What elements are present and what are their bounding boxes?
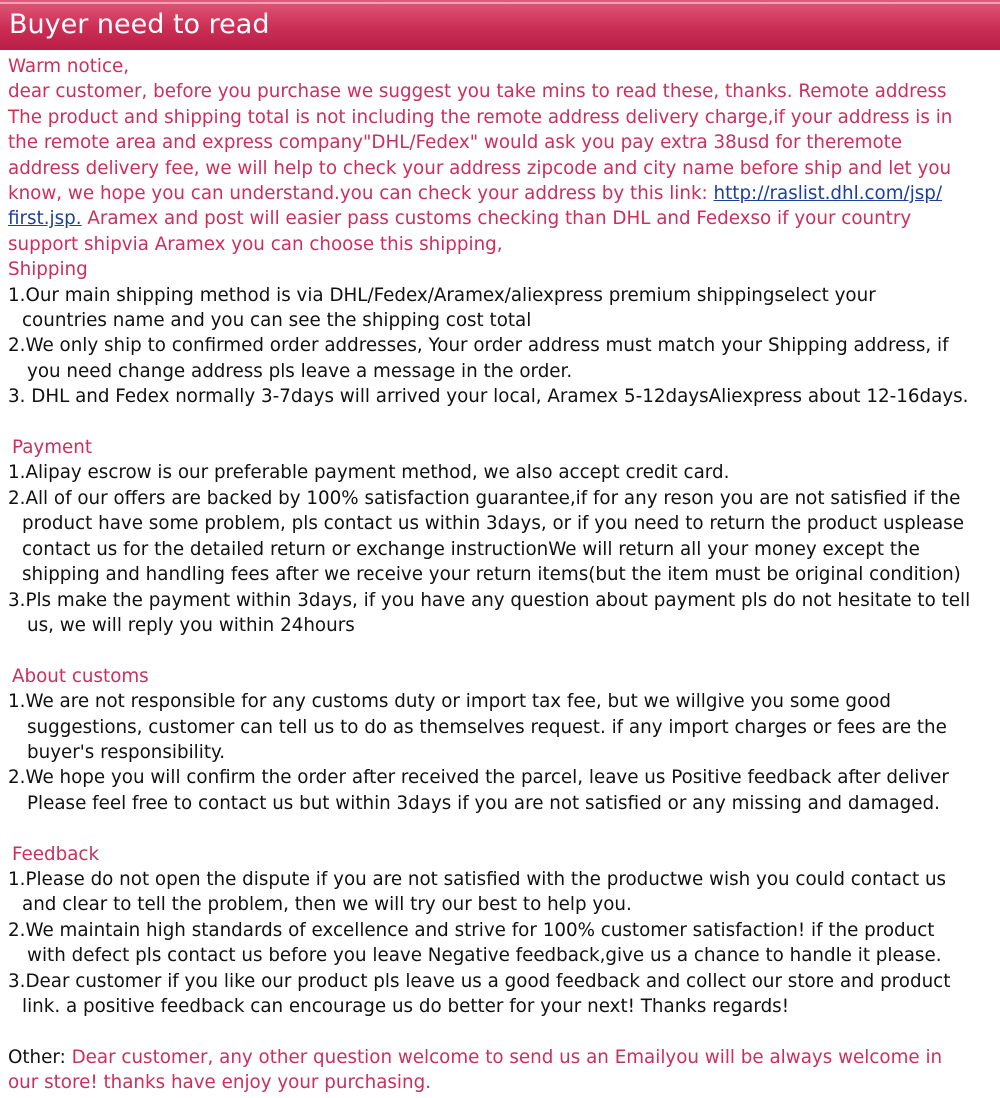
notice-line-with-link	[8, 206, 998, 231]
payment-item: 2.All of our offers are backed by 100% satisfaction guarantee,if for any reson you are not satisfied if the	[8, 487, 961, 509]
payment-item-continued: product have some problem, pls contact us within 3days, or if you need to return the product usplease	[22, 513, 965, 535]
warm-notice-heading: Warm notice,	[8, 56, 130, 77]
payment-item-continued: us, we will reply you within 24hours	[27, 614, 355, 636]
shipping-item: 3. DHL and Fedex normally 3-7days will arrived your local, Aramex 5-12daysAliexpress about 12-16days.	[8, 386, 969, 408]
section-spacer	[8, 638, 998, 663]
feedback-item: 3.Dear customer if you like our product pls leave us a good feedback and collect our store and product	[8, 970, 951, 992]
other-label: Other:	[8, 1046, 72, 1068]
payment-heading: Payment	[12, 437, 93, 459]
feedback-item: 1.Please do not open the dispute if you are not satisfied with the productwe wish you could contact us	[8, 868, 947, 890]
notice-link-intro: know, we hope you can understand.you can check your address by this link:	[8, 183, 714, 205]
customs-item: 1.We are not responsible for any customs duty or import tax fee, but we willgive you some good	[8, 691, 891, 713]
shipping-item: 2.We only ship to confirmed order addresses, Your order address must match your Shipping address, if	[8, 335, 949, 357]
notice-line-with-link	[8, 181, 998, 206]
customs-item-continued: Please feel free to contact us but within 3days if you are not satisfied or any missing and damaged.	[27, 792, 940, 814]
notice-aramex-text: Aramex and post will easier pass customs checking than DHL and Fedexso if your country	[81, 208, 912, 230]
shipping-item-continued: countries name and you can see the shipping cost total	[22, 310, 532, 332]
section-spacer	[8, 816, 998, 841]
feedback-item-continued: with defect pls contact us before you leave Negative feedback,give us a chance to handle it please.	[27, 945, 942, 967]
shipping-item: 1.Our main shipping method is via DHL/Fedex/Aramex/aliexpress premium shippingselect your	[8, 284, 876, 306]
notice-line: The product and shipping total is not including the remote address delivery charge,if your address is in	[8, 106, 953, 128]
feedback-heading: Feedback	[12, 843, 100, 865]
other-line	[8, 1045, 998, 1070]
section-spacer	[8, 410, 998, 435]
notice-line: address delivery fee, we will help to check your address zipcode and city name before ship and let you	[8, 157, 952, 179]
customs-item-continued: buyer's responsibility.	[27, 741, 226, 763]
customs-heading: About customs	[12, 665, 149, 687]
dhl-link[interactable]: http://raslist.dhl.com/jsp/	[713, 183, 943, 205]
customs-item-continued: suggestions, customer can tell us to do as themselves request. if any import charges or fees are the	[27, 716, 947, 738]
notice-line: support shipvia Aramex you can choose this shipping,	[8, 233, 503, 255]
section-spacer	[8, 1019, 998, 1044]
feedback-item-continued: and clear to tell the problem, then we will try our best to help you.	[22, 894, 632, 916]
notice-line: dear customer, before you purchase we suggest you take mins to read these, thanks. Remote address	[8, 81, 947, 103]
notice-line: the remote area and express company"DHL/Fedex" would ask you pay extra 38usd for theremote	[8, 132, 903, 154]
banner-highlight-line	[0, 2, 1000, 4]
payment-item: 3.Pls make the payment within 3days, if you have any question about payment pls do not hesitate to tell	[8, 589, 971, 611]
shipping-heading: Shipping	[8, 259, 88, 281]
shipping-item-continued: you need change address pls leave a message in the order.	[27, 360, 573, 382]
header-banner	[0, 0, 1000, 50]
notice-content	[8, 54, 998, 1096]
feedback-item-continued: link. a positive feedback can encourage us do better for your next! Thanks regards!	[22, 995, 790, 1017]
payment-item-continued: contact us for the detailed return or exchange instructionWe will return all your money except the	[22, 538, 920, 560]
other-text: Dear customer, any other question welcome to send us an Emailyou will be always welcome in	[71, 1046, 943, 1068]
page-title: Buyer need to read	[9, 9, 270, 40]
payment-item-continued: shipping and handling fees after we receive your return items(but the item must be original condition)	[22, 564, 961, 586]
dhl-link-continued[interactable]: first.jsp.	[8, 208, 82, 230]
payment-item: 1.Alipay escrow is our preferable payment method, we also accept credit card.	[8, 462, 730, 484]
customs-item: 2.We hope you will confirm the order after received the parcel, leave us Positive feedback after deliver	[8, 767, 949, 789]
feedback-item: 2.We maintain high standards of excellence and strive for 100% customer satisfaction! if the product	[8, 919, 935, 941]
other-text-continued: our store! thanks have enjoy your purchasing.	[8, 1072, 432, 1094]
